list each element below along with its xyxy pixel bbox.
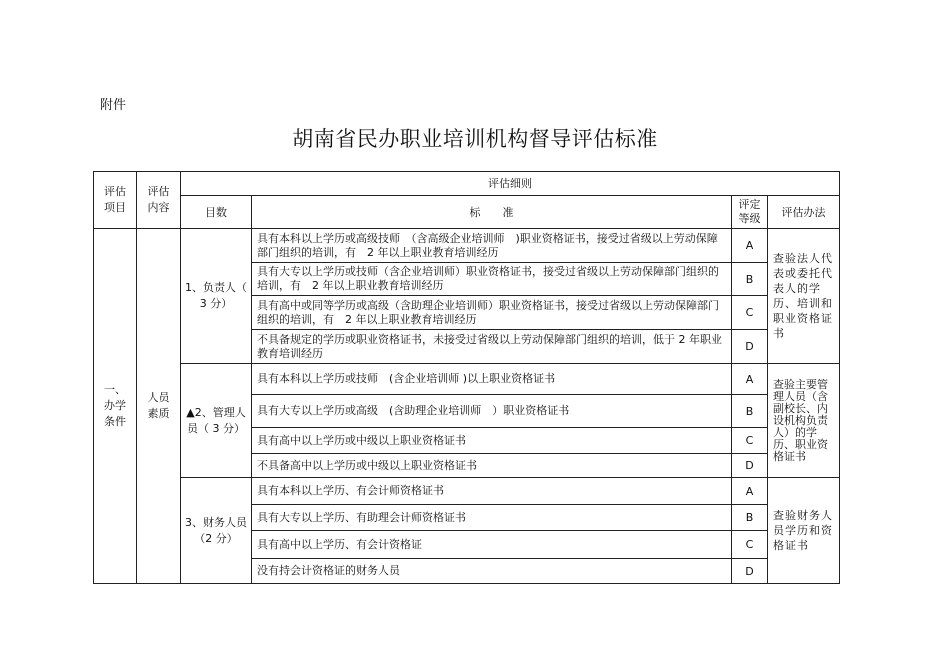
grade-cell: A — [732, 478, 768, 505]
standard-text: 具有本科以上学历、有会计师资格证书 — [252, 478, 732, 505]
method-text: 查验财务人员学历和资格证书 — [768, 478, 840, 584]
standard-text: 不具备规定的学历或职业资格证书，未接受过省级以上劳动保障部门组织的培训，低于 2 年职业教育培训经历 — [252, 330, 732, 364]
header-sub: 目数 — [181, 196, 252, 229]
method-text: 查验法人代表或委托代表人的学历、培训和职业资格证书 — [768, 229, 840, 364]
header-grade: 评定等级 — [732, 196, 768, 229]
standard-text: 具有大专以上学历或高级 (含助理企业培训师 ）职业资格证书 — [252, 395, 732, 428]
standard-text: 具有高中以上学历、有会计资格证 — [252, 531, 732, 559]
standard-text: 具有高中或同等学历或高级（含助理企业培训师）职业资格证书，接受过省级以上劳动保障部门组织的培训，有 2 年以上职业教育培训经历 — [252, 296, 732, 330]
evaluation-table — [93, 171, 840, 584]
standard-text: 具有大专以上学历或技师（含企业培训师）职业资格证书，接受过省级以上劳动保障部门组织的培训，有 2 年以上职业教育培训经历 — [252, 263, 732, 296]
header-item: 评估项目 — [94, 172, 137, 229]
grade-cell: D — [732, 454, 768, 478]
standard-text: 具有本科以上学历或高级技师 （含高级企业培训师 )职业资格证书，接受过省级以上劳动保障部门组织的培训，有 2 年以上职业教育培训经历 — [252, 229, 732, 263]
document-title: 胡南省民办职业培训机构督导评估标准 — [292, 127, 658, 151]
item-label: 一、办学条件 — [94, 229, 137, 584]
header-standard: 标 准 — [252, 196, 732, 229]
header-detail: 评估细则 — [181, 172, 840, 196]
standard-text: 不具备高中以上学历或中级以上职业资格证书 — [252, 454, 732, 478]
grade-cell: C — [732, 296, 768, 330]
grade-cell: A — [732, 229, 768, 263]
standard-text: 具有大专以上学历、有助理会计师资格证书 — [252, 505, 732, 531]
sub-item: ▲2、管理人员（ 3 分） — [181, 364, 252, 478]
annex-label: 附件 — [100, 98, 127, 113]
method-text: 查验主要管理人员（含副校长、内设机构负责人）的学历、职业资格证书 — [768, 364, 840, 478]
standard-text: 具有高中以上学历或中级以上职业资格证书 — [252, 428, 732, 454]
content-label: 人员素质 — [137, 229, 181, 584]
standard-text: 没有持会计资格证的财务人员 — [252, 559, 732, 584]
grade-cell: B — [732, 395, 768, 428]
grade-cell: B — [732, 263, 768, 296]
grade-cell: B — [732, 505, 768, 531]
grade-cell: D — [732, 330, 768, 364]
grade-cell: C — [732, 531, 768, 559]
header-method: 评估办法 — [768, 196, 840, 229]
grade-cell: C — [732, 428, 768, 454]
standard-text: 具有本科以上学历或技师 (含企业培训师 )以上职业资格证书 — [252, 364, 732, 395]
sub-item: 3、财务人员（2 分） — [181, 478, 252, 584]
header-content: 评估内容 — [137, 172, 181, 229]
grade-cell: D — [732, 559, 768, 584]
sub-item: 1、负责人（ 3 分） — [181, 229, 252, 364]
grade-cell: A — [732, 364, 768, 395]
